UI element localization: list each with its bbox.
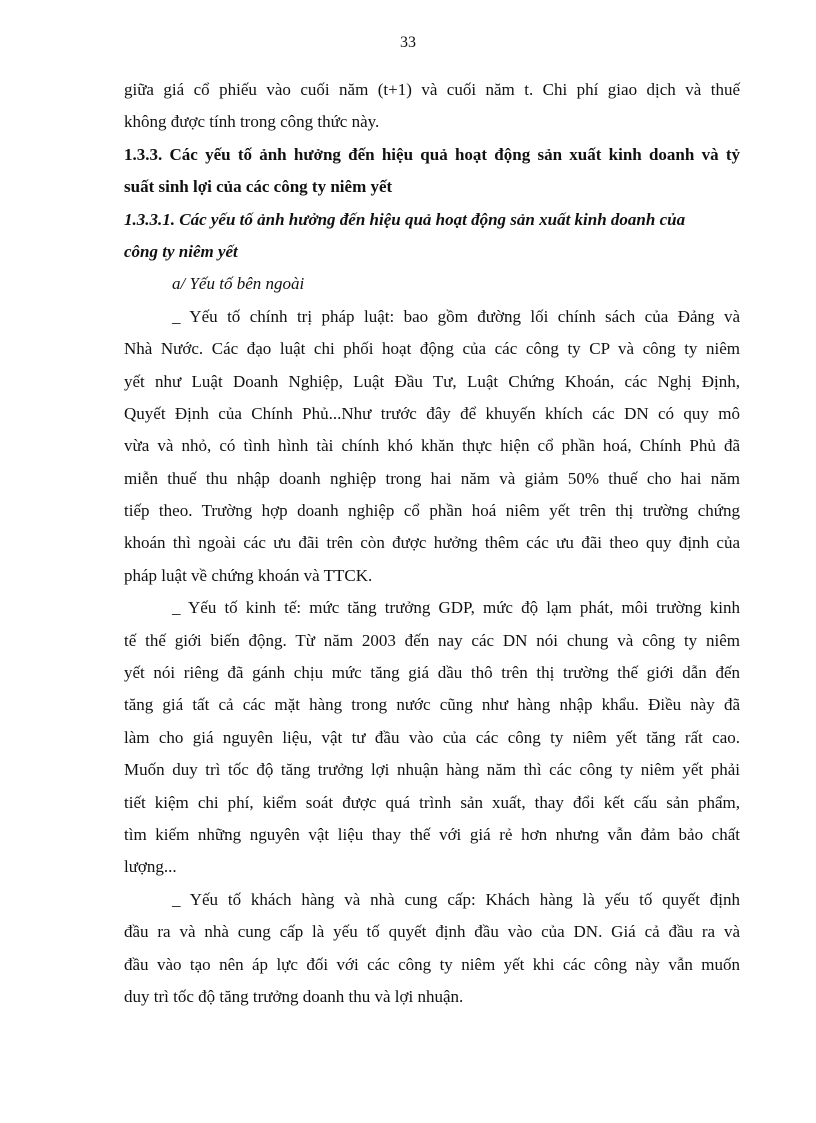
section-heading-line: 1.3.3. Các yếu tố ảnh hưởng đến hiệu quả hoạt động sản xuất kinh doanh và tỷ bbox=[124, 144, 740, 164]
text-line: tiết kiệm chi phí, kiểm soát được quá trình sản xuất, thay đổi kết cấu sản phẩm, bbox=[124, 792, 740, 812]
text-line: khoán thì ngoài các ưu đãi trên còn được hưởng thêm các ưu đãi theo quy định của bbox=[124, 533, 740, 553]
text-line: yết nói riêng đã gánh chịu mức tăng giá dầu thô trên thị trường thế giới dẫn đến bbox=[124, 663, 740, 683]
text-line: tăng giá tất cả các mặt hàng trong nước cũng như hàng nhập khẩu. Điều này đã bbox=[124, 695, 740, 715]
subsection-heading-line: 1.3.3.1. Các yếu tố ảnh hưởng đến hiệu quả hoạt động sản xuất kinh doanh của bbox=[124, 209, 686, 229]
text-line: yết như Luật Doanh Nghiệp, Luật Đầu Tư, Luật Chứng Khoán, các Nghị Định, bbox=[124, 371, 740, 391]
text-line: lượng... bbox=[124, 857, 177, 877]
text-line: đầu vào tạo nên áp lực đối với các công ty niêm yết khi các công này vẫn muốn bbox=[124, 954, 740, 974]
page-number: 33 bbox=[400, 34, 416, 51]
text-line: tiếp theo. Trường hợp doanh nghiệp cổ phần hoá niêm yết trên thị trường chứng bbox=[124, 501, 740, 521]
text-line: đầu ra và nhà cung cấp là yếu tố quyết định đầu vào của DN. Giá cả đầu ra và bbox=[124, 922, 740, 942]
subsection-heading-line: công ty niêm yết bbox=[124, 241, 238, 261]
text-line: không được tính trong công thức này. bbox=[124, 112, 380, 132]
text-line: tế thế giới biến động. Từ năm 2003 đến nay các DN nói chung và công ty niêm bbox=[124, 630, 740, 650]
text-line: miễn thuế thu nhập doanh nghiệp trong hai năm và giảm 50% thuế cho hai năm bbox=[124, 468, 740, 488]
text-line: vừa và nhỏ, có tình hình tài chính khó khăn thực hiện cổ phần hoá, Chính Phủ đã bbox=[124, 436, 740, 456]
subheading-line: a/ Yếu tố bên ngoài bbox=[172, 274, 305, 294]
text-line: Nhà Nước. Các đạo luật chi phối hoạt động của các công ty CP và công ty niêm bbox=[124, 339, 740, 359]
text-line: _ Yếu tố chính trị pháp luật: bao gồm đường lối chính sách của Đảng và bbox=[172, 306, 740, 326]
text-line: _ Yếu tố khách hàng và nhà cung cấp: Khách hàng là yếu tố quyết định bbox=[172, 889, 740, 909]
text-line: duy trì tốc độ tăng trưởng doanh thu và lợi nhuận. bbox=[124, 986, 464, 1006]
text-line: giữa giá cổ phiếu vào cuối năm (t+1) và cuối năm t. Chi phí giao dịch và thuế bbox=[124, 80, 740, 99]
text-line: Quyết Định của Chính Phủ...Như trước đây để khuyến khích các DN có quy mô bbox=[124, 403, 740, 423]
text-line: Muốn duy trì tốc độ tăng trưởng lợi nhuận hàng năm thì các công ty niêm yết phải bbox=[124, 760, 740, 780]
document-body bbox=[124, 74, 740, 1013]
text-line: _ Yếu tố kinh tế: mức tăng trưởng GDP, mức độ lạm phát, môi trường kinh bbox=[172, 598, 740, 618]
section-heading-line: suất sinh lợi của các công ty niêm yết bbox=[124, 177, 393, 197]
text-line: làm cho giá nguyên liệu, vật tư đầu vào của các công ty niêm yết tăng rất cao. bbox=[124, 727, 740, 747]
text-line: tìm kiếm những nguyên vật liệu thay thế với giá rẻ hơn nhưng vẫn đảm bảo chất bbox=[124, 824, 740, 844]
text-line: pháp luật về chứng khoán và TTCK. bbox=[124, 565, 373, 585]
